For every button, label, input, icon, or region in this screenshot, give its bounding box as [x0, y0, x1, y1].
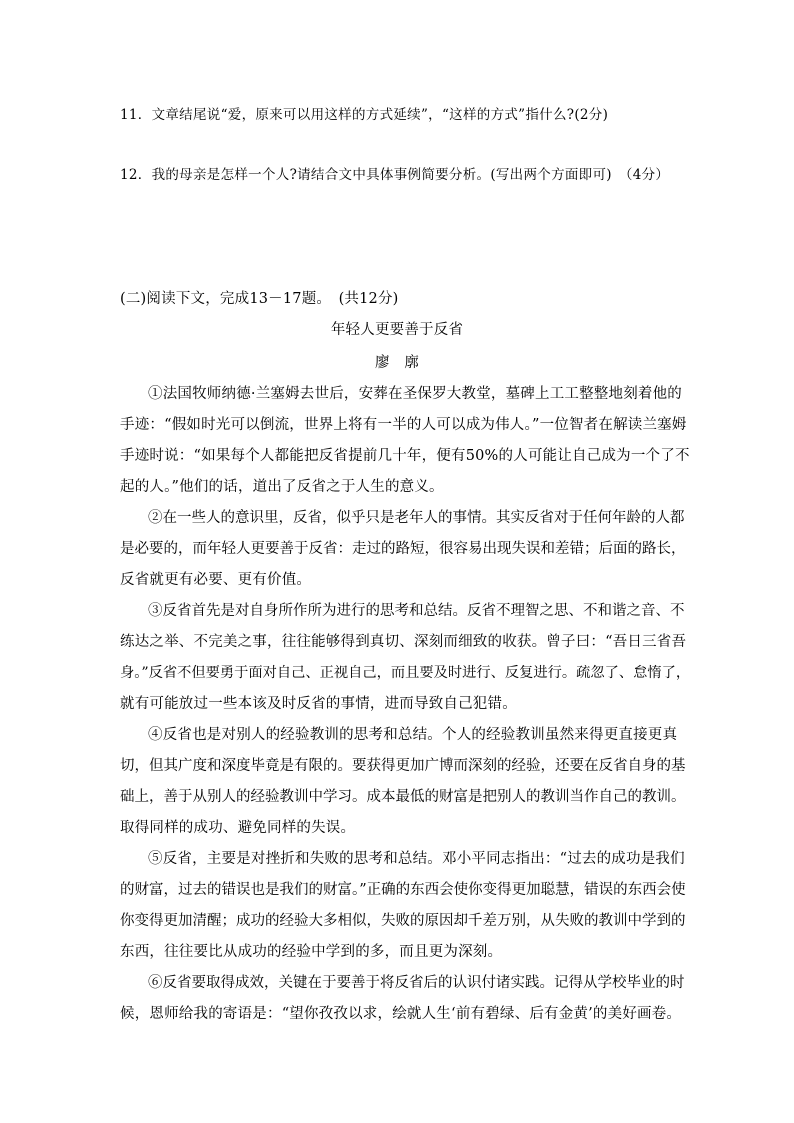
paragraph-4-line-1: ④反省也是对别人的经验教训的思考和总结。个人的经验教训虽然来得更直接更真 — [148, 727, 678, 743]
paragraph-2-line-3: 反省就更有必要、更有价值。 — [120, 572, 312, 588]
paragraph-1-line-3: 手迹时说：“如果每个人都能把反省提前几十年，便有50%的人可能让自己成为一个了不 — [120, 448, 690, 464]
paragraph-4-line-4: 取得同样的成功、避免同样的失误。 — [120, 820, 356, 836]
paragraph-3-line-2: 练达之举、不完美之事，往往能够得到真切、深刻而细致的收获。曾子曰：“吾日三省吾 — [120, 634, 687, 650]
paragraph-3-line-4: 就有可能放过一些本该及时反省的事情，进而导致自己犯错。 — [120, 696, 517, 712]
paragraph-5-line-2: 的财富，过去的错误也是我们的财富。”正确的东西会使你变得更加聪慧，错误的东西会使 — [120, 882, 686, 898]
question-12: 12．我的母亲是怎样一个人?请结合文中具体事例简要分析。(写出两个方面即可) （4分） — [120, 167, 670, 183]
paragraph-5-line-3: 你变得更加清醒；成功的经验大多相似，失败的原因却千差万别，从失败的教训中学到的 — [120, 913, 686, 929]
paragraph-3-line-1: ③反省首先是对自身所作所为进行的思考和总结。反省不理智之思、不和谐之音、不 — [148, 603, 685, 619]
section-heading: (二)阅读下文，完成13－17题。 (共12分) — [120, 291, 399, 307]
question-11: 11．文章结尾说“爱，原来可以用这样的方式延续”，“这样的方式”指什么?(2分) — [120, 107, 609, 123]
paragraph-6-line-2: 候，恩师给我的寄语是：“望你孜孜以求，绘就人生‘前有碧绿、后有金黄’的美好画卷。 — [120, 1006, 682, 1022]
paragraph-5-line-4: 东西，往往要比从成功的经验中学到的多，而且更为深刻。 — [120, 944, 503, 960]
paragraph-1-line-1: ①法国牧师纳德·兰塞姆去世后，安葬在圣保罗大教堂，墓碑上工工整整地刻着他的 — [148, 386, 683, 402]
article-title: 年轻人更要善于反省 — [330, 322, 464, 338]
paragraph-4-line-3: 础上，善于从别人的经验教训中学习。成本最低的财富是把别人的教训当作自己的教训。 — [120, 789, 686, 805]
paragraph-4-line-2: 切，但其广度和深度毕竟是有限的。要获得更加广博而深刻的经验，还要在反省自身的基 — [120, 758, 686, 774]
paragraph-2-line-1: ②在一些人的意识里，反省，似乎只是老年人的事情。其实反省对于任何年龄的人都 — [148, 510, 685, 526]
paragraph-2-line-2: 是必要的，而年轻人更要善于反省：走过的路短，很容易出现失误和差错；后面的路长， — [120, 541, 686, 557]
paragraph-1-line-4: 起的人。”他们的话，道出了反省之于人生的意义。 — [120, 479, 444, 495]
paragraph-6-line-1: ⑥反省要取得成效，关键在于要善于将反省后的认识付诸实践。记得从学校毕业的时 — [148, 975, 685, 991]
paragraph-5-line-1: ⑤反省，主要是对挫折和失败的思考和总结。邓小平同志指出：“过去的成功是我们 — [148, 851, 685, 867]
paragraph-3-line-3: 身。”反省不但要勇于面对自己、正视自己，而且要及时进行、反复进行。疏忽了、怠惰了， — [120, 665, 691, 681]
paragraph-1-line-2: 手迹：“假如时光可以倒流，世界上将有一半的人可以成为伟人。”一位智者在解读兰塞姆 — [120, 417, 687, 433]
article-author: 廖 廓 — [374, 355, 420, 371]
